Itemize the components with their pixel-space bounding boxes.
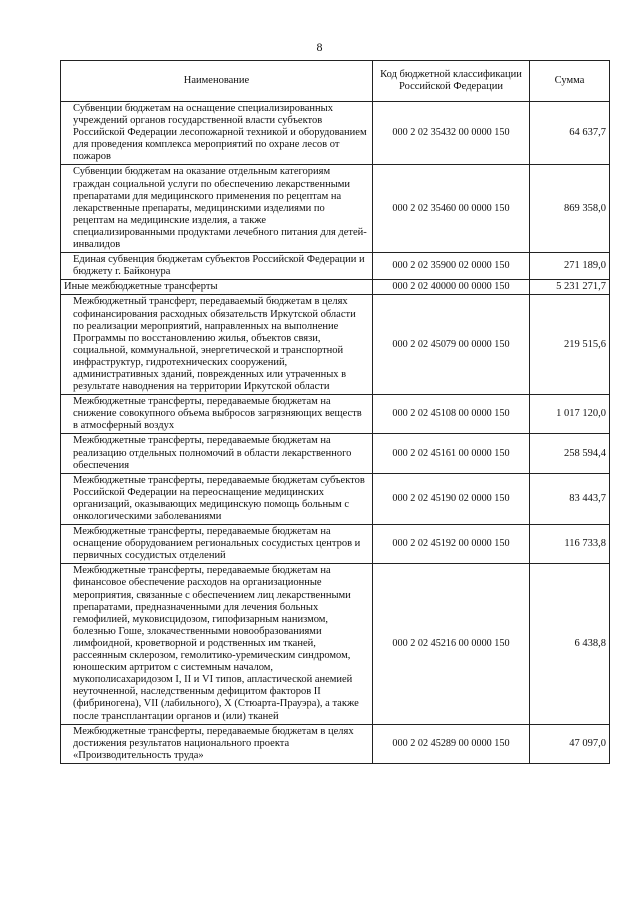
table-row bbox=[61, 525, 610, 564]
row-code-cell: 000 2 02 45108 00 0000 150 bbox=[373, 395, 530, 434]
budget-table bbox=[60, 60, 610, 764]
row-sum-cell: 116 733,8 bbox=[530, 525, 610, 564]
row-sum-cell: 6 438,8 bbox=[530, 564, 610, 724]
table-row bbox=[61, 102, 610, 165]
row-code-cell: 000 2 02 45289 00 0000 150 bbox=[373, 724, 530, 763]
table-row bbox=[61, 165, 610, 253]
table-row bbox=[61, 434, 610, 473]
table-row bbox=[61, 395, 610, 434]
row-sum-cell: 219 515,6 bbox=[530, 295, 610, 395]
row-code-cell: 000 2 02 45192 00 0000 150 bbox=[373, 525, 530, 564]
row-name-cell: Межбюджетные трансферты, передаваемые бюджетам на реализацию отдельных полномочий в области лекарственного обеспечения bbox=[61, 434, 373, 473]
row-sum-cell: 258 594,4 bbox=[530, 434, 610, 473]
row-sum-cell: 47 097,0 bbox=[530, 724, 610, 763]
row-sum-cell: 1 017 120,0 bbox=[530, 395, 610, 434]
row-sum-cell: 869 358,0 bbox=[530, 165, 610, 253]
row-code-cell: 000 2 02 35460 00 0000 150 bbox=[373, 165, 530, 253]
row-code-cell: 000 2 02 45190 02 0000 150 bbox=[373, 473, 530, 524]
table-row bbox=[61, 253, 610, 280]
table-row bbox=[61, 295, 610, 395]
row-code-cell: 000 2 02 35432 00 0000 150 bbox=[373, 102, 530, 165]
row-sum-cell: 5 231 271,7 bbox=[530, 280, 610, 295]
table-row bbox=[61, 473, 610, 524]
row-name-cell: Субвенции бюджетам на оказание отдельным категориям граждан социальной услуги по обеспечению лекарственными препаратами для медицинского применения по рецептам на лекарственные препараты, медицинскими изделиями по рецептам на медицинские изделия, а также специализированными продуктами лечебного питания для детей-инвалидов bbox=[61, 165, 373, 253]
row-name-cell: Межбюджетные трансферты, передаваемые бюджетам на снижение совокупного объема выбросов загрязняющих веществ в атмосферный воздух bbox=[61, 395, 373, 434]
table-header-row bbox=[61, 61, 610, 102]
table-row bbox=[61, 564, 610, 724]
row-sum-cell: 83 443,7 bbox=[530, 473, 610, 524]
row-code-cell: 000 2 02 35900 02 0000 150 bbox=[373, 253, 530, 280]
row-code-cell: 000 2 02 45216 00 0000 150 bbox=[373, 564, 530, 724]
row-name-cell: Единая субвенция бюджетам субъектов Российской Федерации и бюджету г. Байконура bbox=[61, 253, 373, 280]
page-number: 8 bbox=[316, 40, 323, 54]
row-name-cell: Межбюджетные трансферты, передаваемые бюджетам на оснащение оборудованием региональных сосудистых центров и первичных сосудистых отделений bbox=[61, 525, 373, 564]
header-name: Наименование bbox=[61, 61, 373, 102]
row-name-cell: Субвенции бюджетам на оснащение специализированных учреждений органов государственной власти субъектов Российской Федерации лесопожарной техникой и оборудованием для проведения комплекса мероприятий по охране лесов от пожаров bbox=[61, 102, 373, 165]
row-code-cell: 000 2 02 40000 00 0000 150 bbox=[373, 280, 530, 295]
table-row bbox=[61, 724, 610, 763]
table-row bbox=[61, 280, 610, 295]
header-code: Код бюджетной классификации Российской Федерации bbox=[373, 61, 530, 102]
row-name-cell: Межбюджетные трансферты, передаваемые бюджетам в целях достижения результатов национального проекта «Производительность труда» bbox=[61, 724, 373, 763]
header-sum: Сумма bbox=[530, 61, 610, 102]
table-body bbox=[61, 102, 610, 764]
row-code-cell: 000 2 02 45161 00 0000 150 bbox=[373, 434, 530, 473]
row-name-cell: Межбюджетные трансферты, передаваемые бюджетам на финансовое обеспечение расходов на организационные мероприятия, связанные с обеспечением лиц лекарственными препаратами, предназначенными для лечения больных гемофилией, муковисцидозом, гипофизарным нанизмом, болезнью Гоше, злокачественными новообразованиями лимфоидной, кроветворной и родственных им тканей, рассеянным склерозом, гемолитико-уремическим синдромом, юношеским артритом с системным началом, мукополисахаридозом I, II и VI типов, апластической анемией неуточненной, наследственным дефицитом факторов II (фибриногена), VII (лабильного), X (Стюарта-Прауэра), а также после трансплантации органов и (или) тканей bbox=[61, 564, 373, 724]
row-name-cell: Межбюджетный трансферт, передаваемый бюджетам в целях софинансирования расходных обязательств Иркутской области по реализации мероприятий, направленных на выполнение Программы по восстановлению жилья, объектов связи, социальной, коммунальной, энергетической и транспортной инфраструктур, гидротехнических сооружений, административных зданий, поврежденных или утраченных в результате наводнения на территории Иркутской области bbox=[61, 295, 373, 395]
row-sum-cell: 271 189,0 bbox=[530, 253, 610, 280]
row-code-cell: 000 2 02 45079 00 0000 150 bbox=[373, 295, 530, 395]
row-name-cell: Межбюджетные трансферты, передаваемые бюджетам субъектов Российской Федерации на переоснащение медицинских организаций, оказывающих медицинскую помощь больным с онкологическими заболеваниями bbox=[61, 473, 373, 524]
row-sum-cell: 64 637,7 bbox=[530, 102, 610, 165]
row-name-cell: Иные межбюджетные трансферты bbox=[61, 280, 373, 295]
